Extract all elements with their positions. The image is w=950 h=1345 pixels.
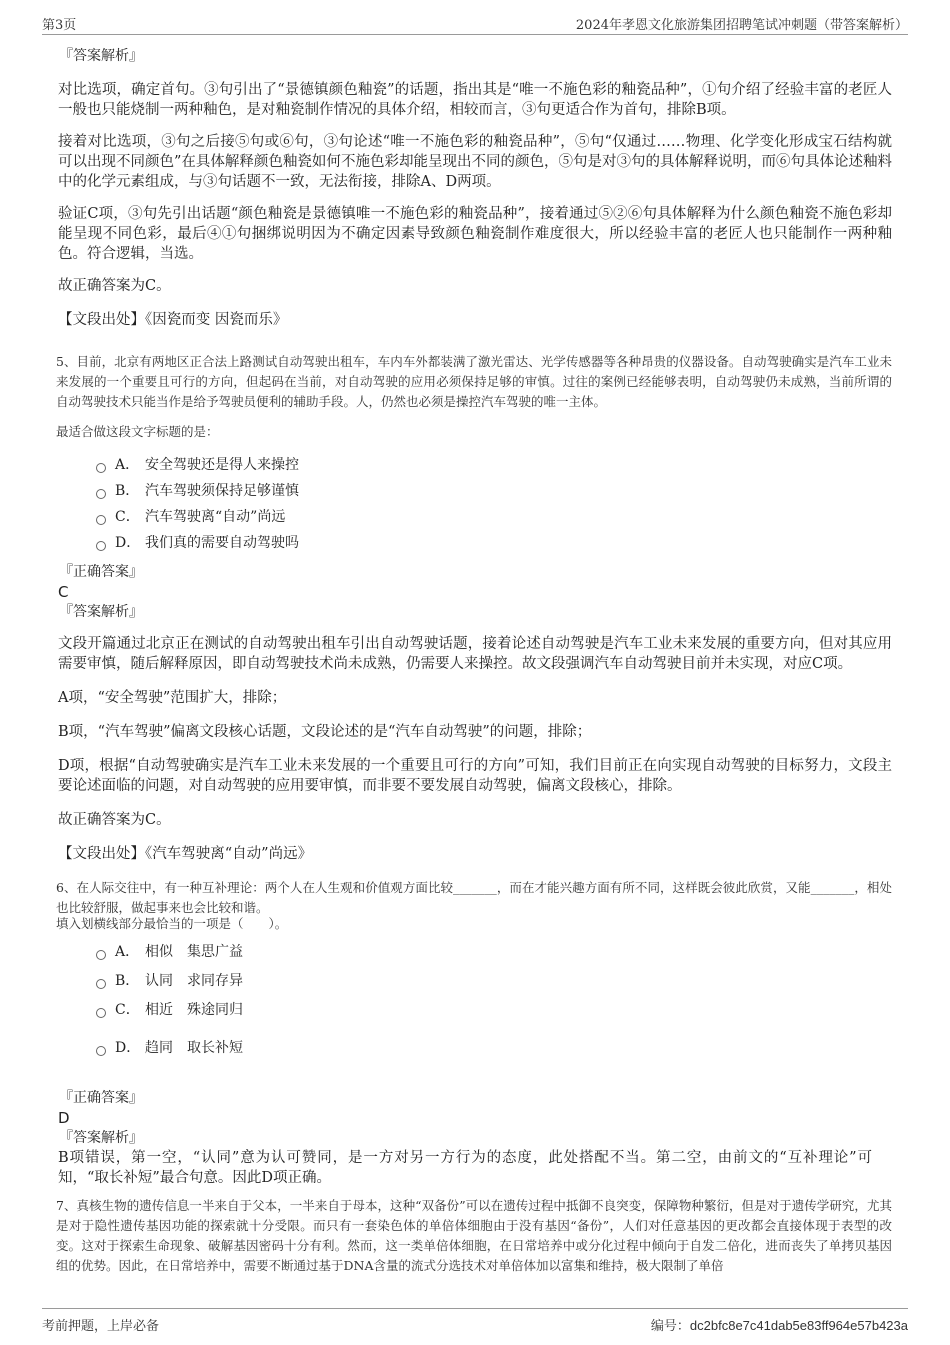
q6-answer-label: 『正确答案』 [59,1090,143,1106]
q6-option-c[interactable]: C． 相近 殊途同归 [96,994,892,1026]
radio-button-icon[interactable] [96,515,106,525]
page-number: 第3页 [42,18,77,33]
q4-analysis-label: 『答案解析』 [59,48,143,64]
q5-option-c[interactable]: C． 汽车驾驶离“自动”尚远 [96,504,892,530]
radio-button-icon[interactable] [96,541,106,551]
q6-prompt: 填入划横线部分最恰当的一项是（ ）。 [56,916,288,931]
q5-answer: C [58,583,69,601]
footer-slogan: 考前押题，上岸必备 [42,1319,160,1334]
q5-answer-label: 『正确答案』 [59,564,143,580]
q6-answer: D [58,1109,70,1127]
q6-analysis: B项错误，第一空，“认同”意为认可赞同，是一方对另一方行为的态度，此处搭配不当。第二空，由前文的“互补理论”可知，“取长补短”最合句意。因此D项正确。 [58,1150,872,1186]
q4-analysis-paragraph-1: 对比选项，确定首句。③句引出了“景德镇颜色釉瓷”的话题，指出其是“唯一不施色彩的釉瓷品种”，①句介绍了经验丰富的老匠人一般也只能烧制一两种釉色，是对釉瓷制作情况的具体介绍，相较而言，③句更适合作为首句，排除B项。 [58,82,892,118]
q4-analysis-paragraph-3: 验证C项，③句先引出话题“颜色釉瓷是景德镇唯一不施色彩的釉瓷品种”，接着通过⑤②⑥句具体解释为什么颜色釉瓷不施色彩却能呈现不同色彩，最后④①句捆绑说明因为不确定因素导致颜色釉瓷制作难度很大，所以经验丰富的老匠人也只能制作一两种釉色。符合逻辑，当选。 [58,206,892,262]
q7-stem: 7、真核生物的遗传信息一半来自于父本，一半来自于母本，这种“双备份”可以在遗传过程中抵御不良突变，保障物种繁衍，但是对于遗传学研究，尤其是对于隐性遗传基因功能的探索就十分受限。而只有一套染色体的单倍体细胞由于没有基因“备份”，人们对任意基因的更改都会直接体现于表型的改变。这对于探索生命现象、破解基因密码十分有利。然而，这一类单倍体细胞，在日常培养中或分化过程中倾向于自发二倍化，进而丧失了单拷贝基因组的优势。因此，在日常培养中，需要不断通过基于DNA含量的流式分选技术对单倍体加以富集和维持，极大限制了单倍 [56,1198,892,1273]
q5-prompt: 最适合做这段文字标题的是： [56,424,219,439]
q4-analysis-paragraph-2: 接着对比选项，③句之后接⑤句或⑥句，③句论述“唯一不施色彩的釉瓷品种”，⑤句“仅通过……物理、化学变化形成宝石结构就可以出现不同颜色”在具体解释颜色釉瓷如何不施色彩却能呈现出不同的颜色，⑤句是对③句的具体解释说明，而⑥句具体论述釉料中的化学元素组成，与③句话题不一致，无法衔接，排除A、D两项。 [58,134,892,190]
radio-button-icon[interactable] [96,950,106,960]
q5-analysis-a: A项，“安全驾驶”范围扩大，排除； [58,690,287,706]
q5-conclusion: 故正确答案为C。 [58,812,171,828]
q6-stem: 6、在人际交往中，有一种互补理论：两个人在人生观和价值观方面比较_______，而在才能兴趣方面有所不同，这样既会彼此欣赏，又能_______，相处也比较舒服，做起事来也会比较和谐。 [56,880,892,915]
q5-option-a[interactable]: A． 安全驾驶还是得人来操控 [96,452,892,478]
q6-option-b[interactable]: B． 认同 求同存异 [96,968,892,994]
code-value: dc2bfc8e7c41dab5e83ff964e57b423a [689,1318,908,1333]
page-header [42,12,908,35]
page-footer [42,1308,908,1333]
q5-analysis-d: D项，根据“自动驾驶确实是汽车工业未来发展的一个重要且可行的方向”可知，我们目前正在向实现自动驾驶的目标努力，文段主要论述面临的问题，对自动驾驶的应用要审慎，而非要不要发展自动驾驶，偏离文段核心，排除。 [58,758,892,794]
q5-stem: 5、目前，北京有两地区正合法上路测试自动驾驶出租车，车内车外都装满了激光雷达、光学传感器等各种昂贵的仪器设备。自动驾驶确实是汽车工业未来发展的一个重要且可行的方向，但起码在当前，对自动驾驶的应用必须保持足够的审慎。过往的案例已经能够表明，自动驾驶仍未成熟，当前所谓的自动驾驶技术只能当作是给予驾驶员便利的辅助手段。人，仍然也必须是操控汽车驾驶的唯一主体。 [56,354,892,409]
q4-conclusion: 故正确答案为C。 [58,278,171,294]
document-code [651,1315,908,1334]
q6-analysis-label: 『答案解析』 [59,1130,143,1146]
page-content [56,44,892,1276]
code-label: 编号： [650,1319,690,1334]
q5-option-d[interactable]: D． 我们真的需要自动驾驶吗 [96,530,892,556]
radio-button-icon[interactable] [96,1008,106,1018]
q6-option-a[interactable]: A． 相似 集思广益 [96,936,892,968]
document-title: 2024年孝恩文化旅游集团招聘笔试冲刺题（带答案解析） [575,18,908,33]
q5-analysis-paragraph-1: 文段开篇通过北京正在测试的自动驾驶出租车引出自动驾驶话题，接着论述自动驾驶是汽车工业未来发展的重要方向，但对其应用需要审慎，随后解释原因，即自动驾驶技术尚未成熟，仍需要人来操控。故文段强调汽车自动驾驶目前并未实现，对应C项。 [58,636,892,672]
radio-button-icon[interactable] [96,1046,106,1056]
q6-option-d[interactable]: D． 趋同 取长补短 [96,1026,892,1070]
radio-button-icon[interactable] [96,979,106,989]
radio-button-icon[interactable] [96,463,106,473]
q5-options [56,452,892,556]
q5-option-b[interactable]: B． 汽车驾驶须保持足够谨慎 [96,478,892,504]
radio-button-icon[interactable] [96,489,106,499]
q4-source: 【文段出处】《因瓷而变 因瓷而乐》 [58,312,288,328]
q6-options [56,936,892,1070]
q5-analysis-label: 『答案解析』 [59,604,143,620]
q5-analysis-b: B项，“汽车驾驶”偏离文段核心话题，文段论述的是“汽车自动驾驶”的问题，排除； [58,724,592,740]
q5-source: 【文段出处】《汽车驾驶离“自动”尚远》 [58,846,313,862]
